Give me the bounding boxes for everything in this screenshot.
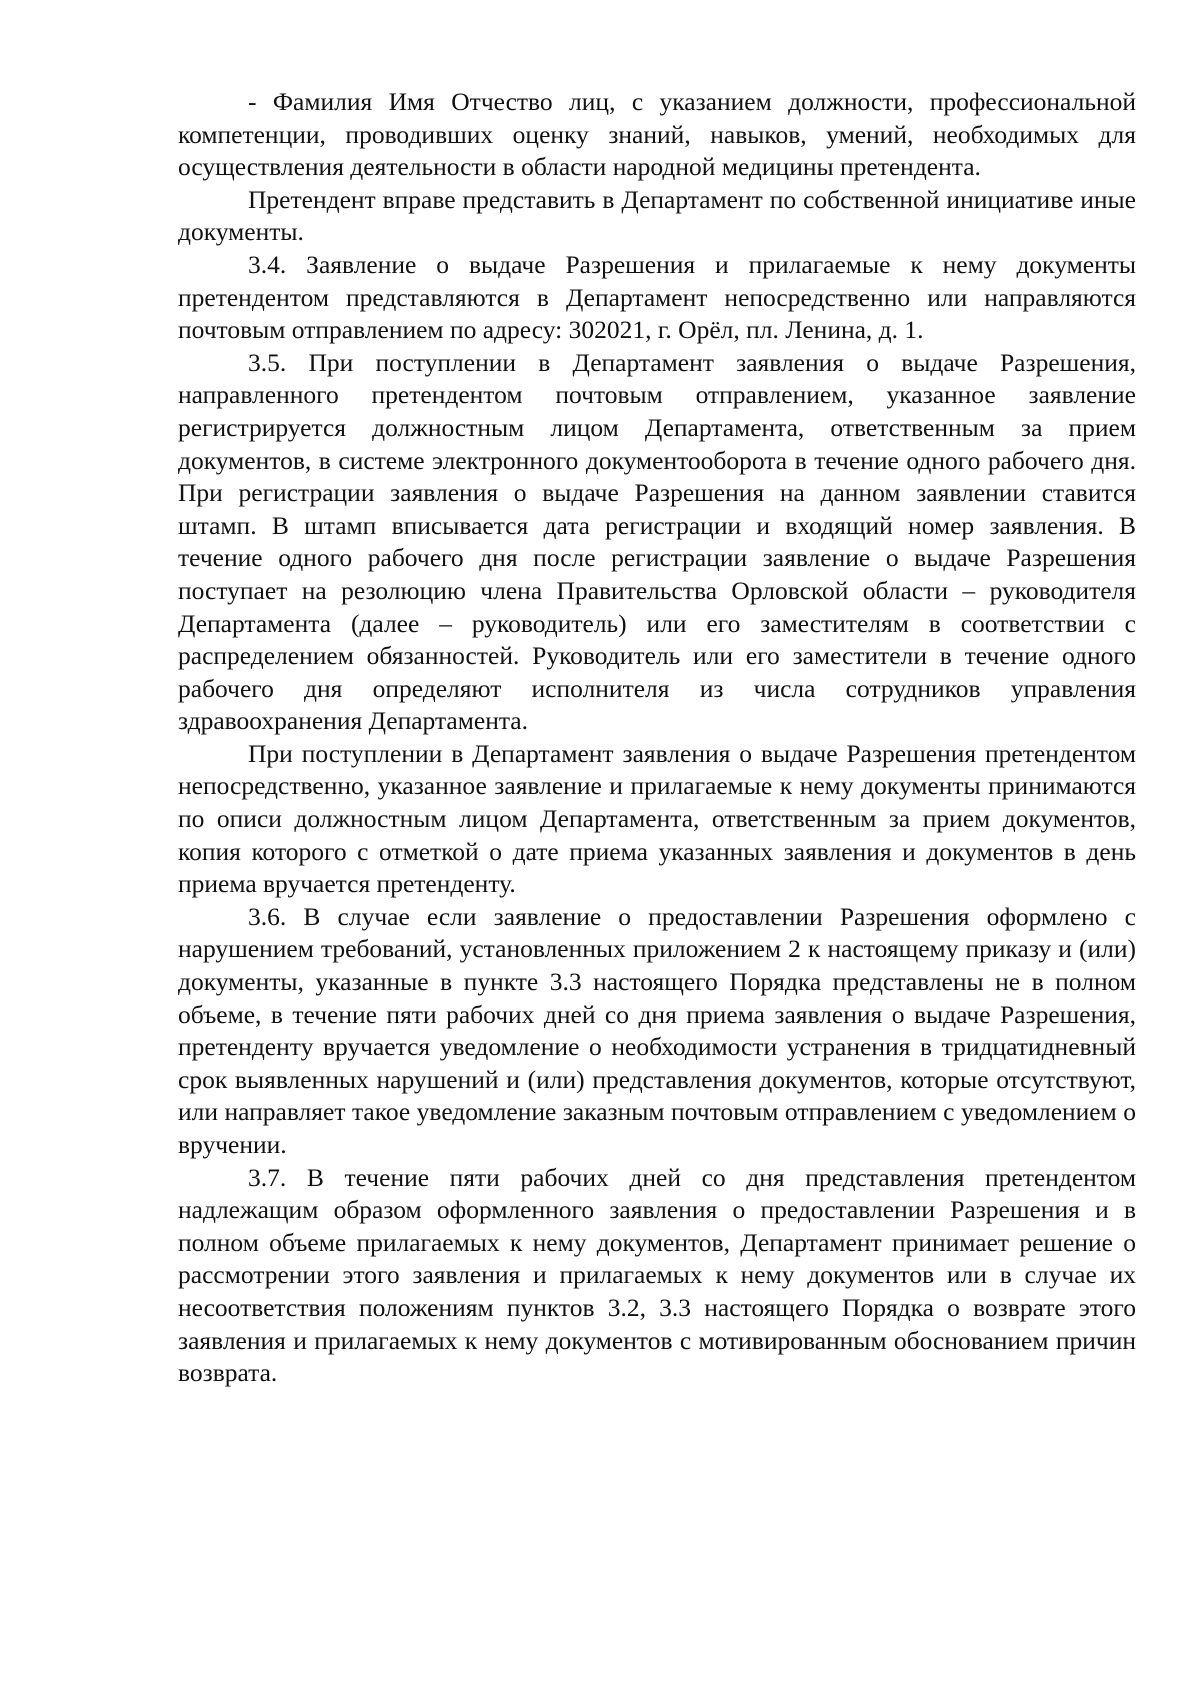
- paragraph-direct-submission: При поступлении в Департамент заявления о выдаче Разрешения претендентом непосредственно, указанное заявление и прилагаемые к нему документы принимаются по описи должностным лицом Департамента, ответственным за прием документов, копия которого с отметкой о дате приема указанных заявления и документов в день приема вручается претенденту.: [178, 738, 1136, 899]
- paragraph-3-6: 3.6. В случае если заявление о предоставлении Разрешения оформлено с нарушением требований, установленных приложением 2 к настоящему приказу и (или) документы, указанные в пункте 3.3 настоящего Порядка представлены не в полном объеме, в течение пяти рабочих дней со дня приема заявления о выдаче Разрешения, претенденту вручается уведомление о необходимости устранения в тридцатидневный срок выявленных нарушений и (или) представления документов, которые отсутствуют, или направляет такое уведомление заказным почтовым отправлением с уведомлением о вручении.: [178, 901, 1136, 1159]
- paragraph-3-4: 3.4. Заявление о выдаче Разрешения и прилагаемые к нему документы претендентом представляются в Департамент непосредственно или направляются почтовым отправлением по адресу: 302021, г. Орёл, пл. Ленина, д. 1.: [178, 249, 1136, 345]
- paragraph-3-5: 3.5. При поступлении в Департамент заявления о выдаче Разрешения, направленного претендентом почтовым отправлением, указанное заявление регистрируется должностным лицом Департамента, ответственным за прием документов, в системе электронного документооборота в течение одного рабочего дня. При регистрации заявления о выдаче Разрешения на данном заявлении ставится штамп. В штамп вписывается дата регистрации и входящий номер заявления. В течение одного рабочего дня после регистрации заявление о выдаче Разрешения поступает на резолюцию члена Правительства Орловской области – руководителя Департамента (далее – руководитель) или его заместителям в соответствии с распределением обязанностей. Руководитель или его заместители в течение одного рабочего дня определяют исполнителя из числа сотрудников управления здравоохранения Департамента.: [178, 347, 1136, 736]
- paragraph-additional-documents: Претендент вправе представить в Департамент по собственной инициативе иные документы.: [178, 184, 1136, 247]
- paragraph-3-7: 3.7. В течение пяти рабочих дней со дня представления претендентом надлежащим образом оформленного заявления о предоставлении Разрешения и в полном объеме прилагаемых к нему документов, Департамент принимает решение о рассмотрении этого заявления и прилагаемых к нему документов или в случае их несоответствия положениям пунктов 3.2, 3.3 настоящего Порядка о возврате этого заявления и прилагаемых к нему документов с мотивированным обоснованием причин возврата.: [178, 1162, 1136, 1388]
- document-body: [178, 86, 1136, 1390]
- paragraph-fio-list-item: - Фамилия Имя Отчество лиц, с указанием должности, профессиональной компетенции, проводивших оценку знаний, навыков, умений, необходимых для осуществления деятельности в области народной медицины претендента.: [178, 87, 1136, 182]
